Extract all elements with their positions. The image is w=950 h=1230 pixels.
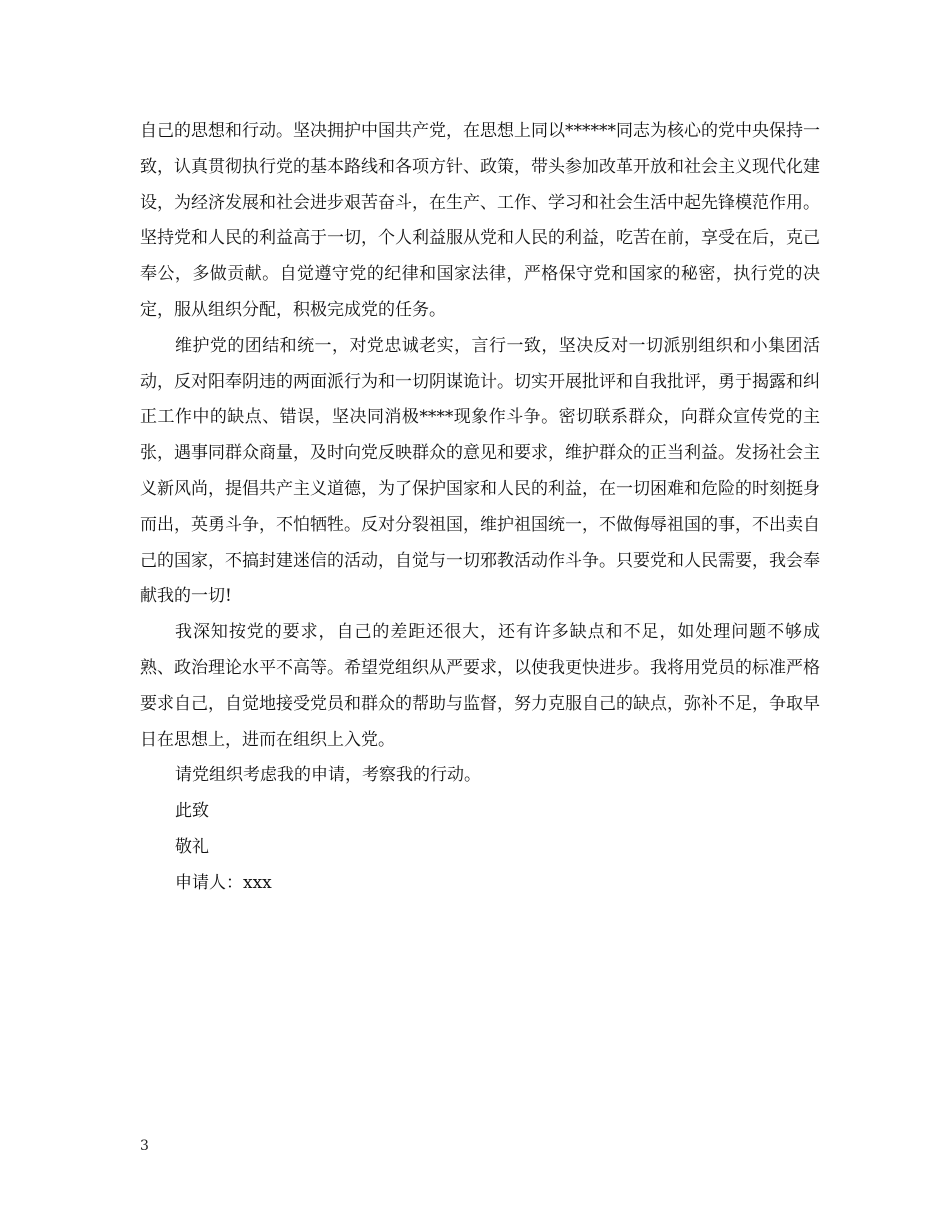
paragraph-continuation: 自己的思想和行动。坚决拥护中国共产党，在思想上同以******同志为核心的党中央保持一致，认真贯彻执行党的基本路线和各项方针、政策，带头参加改革开放和社会主义现代化建设，为经济发展和社会进步艰苦奋斗，在生产、工作、学习和社会生活中起先锋模范作用。坚持党和人民的利益高于一切，个人利益服从党和人民的利益，吃苦在前，享受在后，克己奉公，多做贡献。自觉遵守党的纪律和国家法律，严格保守党和国家的秘密，执行党的决定，服从组织分配，积极完成党的任务。 — [140, 121, 820, 320]
salutation-jingli: 敬礼 — [175, 836, 209, 857]
document-body — [140, 114, 820, 902]
paragraph-self-assessment: 我深知按党的要求，自己的差距还很大，还有许多缺点和不足，如处理问题不够成熟、政治理论水平不高等。希望党组织从严要求，以使我更快进步。我将用党员的标准严格要求自己，自觉地接受党员和群众的帮助与监督，努力克服自己的缺点，弥补不足，争取早日在思想上，进而在组织上入党。 — [140, 622, 820, 750]
applicant-signature: 申请人：xxx — [175, 872, 272, 893]
page-number: 3 — [140, 1138, 149, 1154]
paragraph-unity: 维护党的团结和统一，对党忠诚老实，言行一致，坚决反对一切派别组织和小集团活动，反对阳奉阴违的两面派行为和一切阴谋诡计。切实开展批评和自我批评，勇于揭露和纠正工作中的缺点、错误，坚决同消极****现象作斗争。密切联系群众，向群众宣传党的主张，遇事同群众商量，及时向党反映群众的意见和要求，维护群众的正当利益。发扬社会主义新风尚，提倡共产主义道德，为了保护国家和人民的利益，在一切困难和危险的时刻挺身而出，英勇斗争，不怕牺牲。反对分裂祖国，维护祖国统一，不做侮辱祖国的事，不出卖自己的国家，不搞封建迷信的活动，自觉与一切邪教活动作斗争。只要党和人民需要，我会奉献我的一切! — [140, 335, 820, 607]
salutation-cizhi: 此致 — [175, 801, 209, 822]
request-line: 请党组织考虑我的申请，考察我的行动。 — [175, 765, 481, 786]
